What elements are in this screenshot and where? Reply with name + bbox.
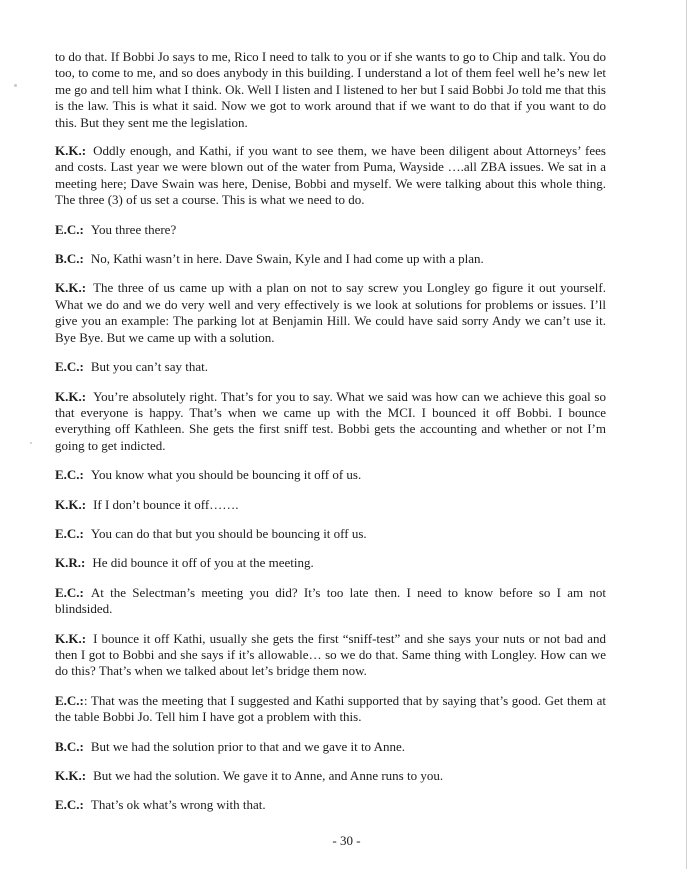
exchange-text: The three of us came up with a plan on not to say screw you Longley go figure it out yourself. What we do and we do very well and very effectively is we look at solutions for problems or issues. I’ll give you an example: The parking lot at Benjamin Hill. We could have said sorry Andy we can’t use it. Bye Bye. But we came up with a solution. (55, 280, 606, 345)
speaker-label: K.R.: (55, 555, 86, 571)
exchange-text: That’s ok what’s wrong with that. (90, 797, 266, 813)
speaker-label: E.C.: (55, 692, 84, 708)
exchange-text: You three there? (90, 221, 177, 237)
exchange-paragraph (55, 222, 606, 238)
exchange-paragraph (55, 526, 606, 542)
exchange-text: But we had the solution prior to that and we gave it to Anne. (90, 738, 405, 754)
speaker-label: E.C.: (55, 221, 84, 237)
exchange-paragraph (55, 768, 606, 784)
scan-speck (14, 84, 17, 87)
exchange-paragraph (55, 693, 606, 726)
exchange-paragraph (55, 555, 606, 571)
speaker-label: E.C.: (55, 359, 84, 375)
exchange-text: : That was the meeting that I suggested and Kathi supported that by saying that’s good. Get them at the table Bobbi Jo. Tell him I have got a problem with this. (55, 692, 606, 725)
exchange-paragraph (55, 585, 606, 618)
speaker-label: K.K.: (55, 143, 87, 159)
exchange-paragraph (55, 797, 606, 813)
scan-speck (30, 442, 32, 444)
speaker-label: E.C.: (55, 584, 84, 600)
exchange-text: If I don’t bounce it off……. (93, 496, 239, 512)
exchange-paragraph (55, 143, 606, 209)
speaker-label: B.C.: (55, 251, 84, 267)
scan-edge-line (686, 0, 687, 869)
speaker-label: E.C.: (55, 525, 84, 541)
exchange-paragraph (55, 739, 606, 755)
exchange-text: I bounce it off Kathi, usually she gets the first “sniff-test” and she says your nuts or not bad and then I got to Bobbi and she says if it’s allowable… so we do that. Same thing with Longley. How can we do this? That’s when we talked about let’s bridge them now. (55, 630, 606, 679)
exchange-paragraph (55, 280, 606, 346)
continuation-text: to do that. If Bobbi Jo says to me, Rico I need to talk to you or if she wants to go to Chip and talk. You do too, to come to me, and so does anybody in this building. I understand a lot of them feel well he’s new let me go and tell him what I think. Ok. Well I listen and I listened to her but I said Bobbi Jo told me that this is the law. This is what it said. Now we got to work around that if we want to do that if you want to do this. But they sent me the legislation. (55, 49, 606, 130)
exchange-paragraph (55, 467, 606, 483)
exchange-text: No, Kathi wasn’t in here. Dave Swain, Kyle and I had come up with a plan. (90, 251, 484, 267)
transcript-body (55, 49, 606, 827)
exchange-paragraph (55, 497, 606, 513)
exchange-text: You know what you should be bouncing it off of us. (90, 467, 362, 483)
exchange-text: But you can’t say that. (90, 359, 208, 375)
speaker-label: K.K.: (55, 280, 87, 296)
exchange-paragraph (55, 359, 606, 375)
exchange-text: At the Selectman’s meeting you did? It’s too late then. I need to know before so I am not blindsided. (55, 584, 606, 617)
exchange-text: You’re absolutely right. That’s for you to say. What we said was how can we achieve this goal so that everyone is happy. That’s when we came up with the MCI. I bounced it off Bobbi. I bounce everything off Kathleen. She gets the first sniff test. Bobbi gets the accounting and whether or not I’m going to get indicted. (55, 388, 606, 453)
speaker-label: E.C.: (55, 797, 84, 813)
exchange-text: You can do that but you should be bouncing it off us. (90, 525, 367, 541)
exchange-paragraph (55, 251, 606, 267)
exchange-text: Oddly enough, and Kathi, if you want to see them, we have been diligent about Attorneys’ fees and costs. Last year we were blown out of the water from Puma, Wayside ….all ZBA issues. We sat in a meeting here; Dave Swain was here, Denise, Bobbi and myself. We were talking about this whole thing. The three (3) of us set a course. This is what we need to do. (55, 143, 606, 208)
exchange-text: He did bounce it off of you at the meeting. (92, 555, 314, 571)
exchange-text: But we had the solution. We gave it to Anne, and Anne runs to you. (93, 768, 444, 783)
continuation-paragraph (55, 49, 606, 131)
speaker-label: K.K.: (55, 496, 87, 512)
speaker-label: E.C.: (55, 467, 84, 483)
speaker-label: K.K.: (55, 388, 87, 404)
exchange-paragraph (55, 631, 606, 680)
page-number: - 30 - (332, 833, 361, 848)
speaker-label: K.K.: (55, 768, 87, 783)
speaker-label: B.C.: (55, 738, 84, 754)
exchange-paragraph (55, 389, 606, 455)
speaker-label: K.K.: (55, 630, 87, 646)
